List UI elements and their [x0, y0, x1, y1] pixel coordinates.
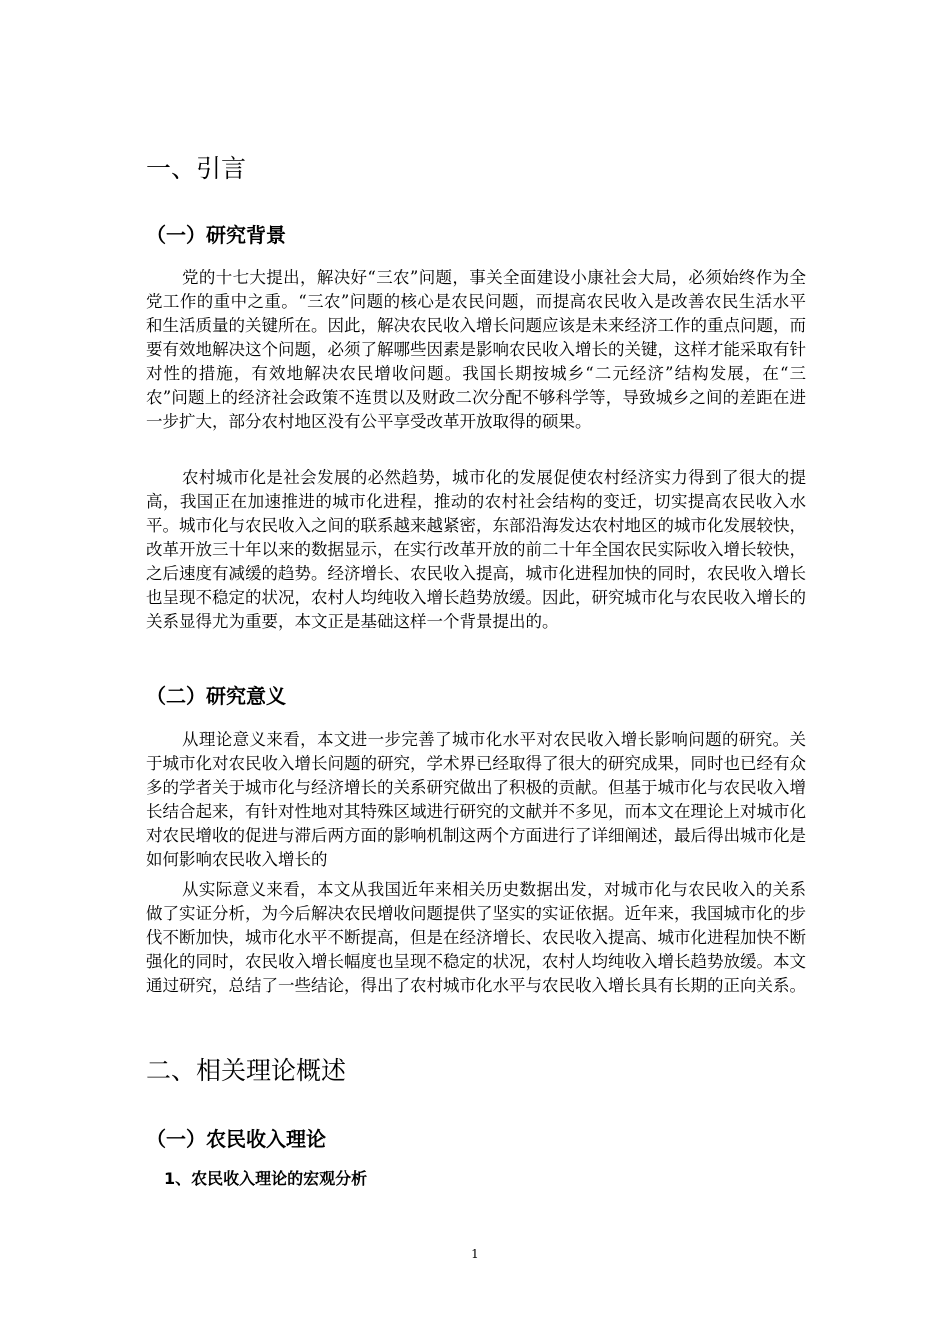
paragraph-background-2: 农村城市化是社会发展的必然趋势，城市化的发展促使农村经济实力得到了很大的提高，我国正在加速推进的城市化进程，推动的农村社会结构的变迁，切实提高农民收入水平。城市化与农民收入之间的联系越来越紧密，东部沿海发达农村地区的城市化发展较快，改革开放三十年以来的数据显示，在实行改革开放的前二十年全国农民实际收入增长较快，之后速度有减缓的趋势。经济增长、农民收入提高，城市化进程加快的同时，农民收入增长也呈现不稳定的状况，农村人均纯收入增长趋势放缓。因此，研究城市化与农民收入增长的关系显得尤为重要，本文正是基础这样一个背景提出的。 [146, 468, 806, 631]
item-heading-macro-analysis: 1、农民收入理论的宏观分析 [164, 1169, 368, 1188]
section-heading-introduction: 一、引言 [146, 154, 247, 183]
page-number: 1 [471, 1247, 479, 1261]
subsection-heading-research-background: （一）研究背景 [146, 223, 286, 247]
paragraph-significance-1: 从理论意义来看，本文进一步完善了城市化水平对农民收入增长影响问题的研究。关于城市化对农民收入增长问题的研究，学术界已经取得了很大的研究成果，同时也已经有众多的学者关于城市化与经济增长的关系研究做出了积极的贡献。但基于城市化与农民收入增长结合起来，有针对性地对其特殊区域进行研究的文献并不多见，而本文在理论上对城市化对农民增收的促进与滞后两方面的影响机制这两个方面进行了详细阐述，最后得出城市化是如何影响农民收入增长的 [146, 730, 806, 869]
paragraph-significance-2: 从实际意义来看，本文从我国近年来相关历史数据出发，对城市化与农民收入的关系做了实证分析，为今后解决农民增收问题提供了坚实的实证依据。近年来，我国城市化的步伐不断加快，城市化水平不断提高，但是在经济增长、农民收入提高、城市化进程加快不断强化的同时，农民收入增长幅度也呈现不稳定的状况，农村人均纯收入增长趋势放缓。本文通过研究，总结了一些结论，得出了农村城市化水平与农民收入增长具有长期的正向关系。 [146, 880, 806, 995]
paragraph-background-1: 党的十七大提出，解决好“三农”问题，事关全面建设小康社会大局，必须始终作为全党工作的重中之重。“三农”问题的核心是农民问题，而提高农民收入是改善农民生活水平和生活质量的关键所在。因此，解决农民收入增长问题应该是未来经济工作的重点问题，而要有效地解决这个问题，必须了解哪些因素是影响农民收入增长的关键，这样才能采取有针对性的措施，有效地解决农民增收问题。我国长期按城乡“二元经济”结构发展，在“三农”问题上的经济社会政策不连贯以及财政二次分配不够科学等，导致城乡之间的差距在进一步扩大，部分农村地区没有公平享受改革开放取得的硕果。 [146, 268, 806, 431]
subsection-heading-farmer-income-theory: （一）农民收入理论 [146, 1127, 326, 1151]
subsection-heading-research-significance: （二）研究意义 [146, 684, 286, 708]
section-heading-theory-overview: 二、相关理论概述 [146, 1056, 347, 1085]
